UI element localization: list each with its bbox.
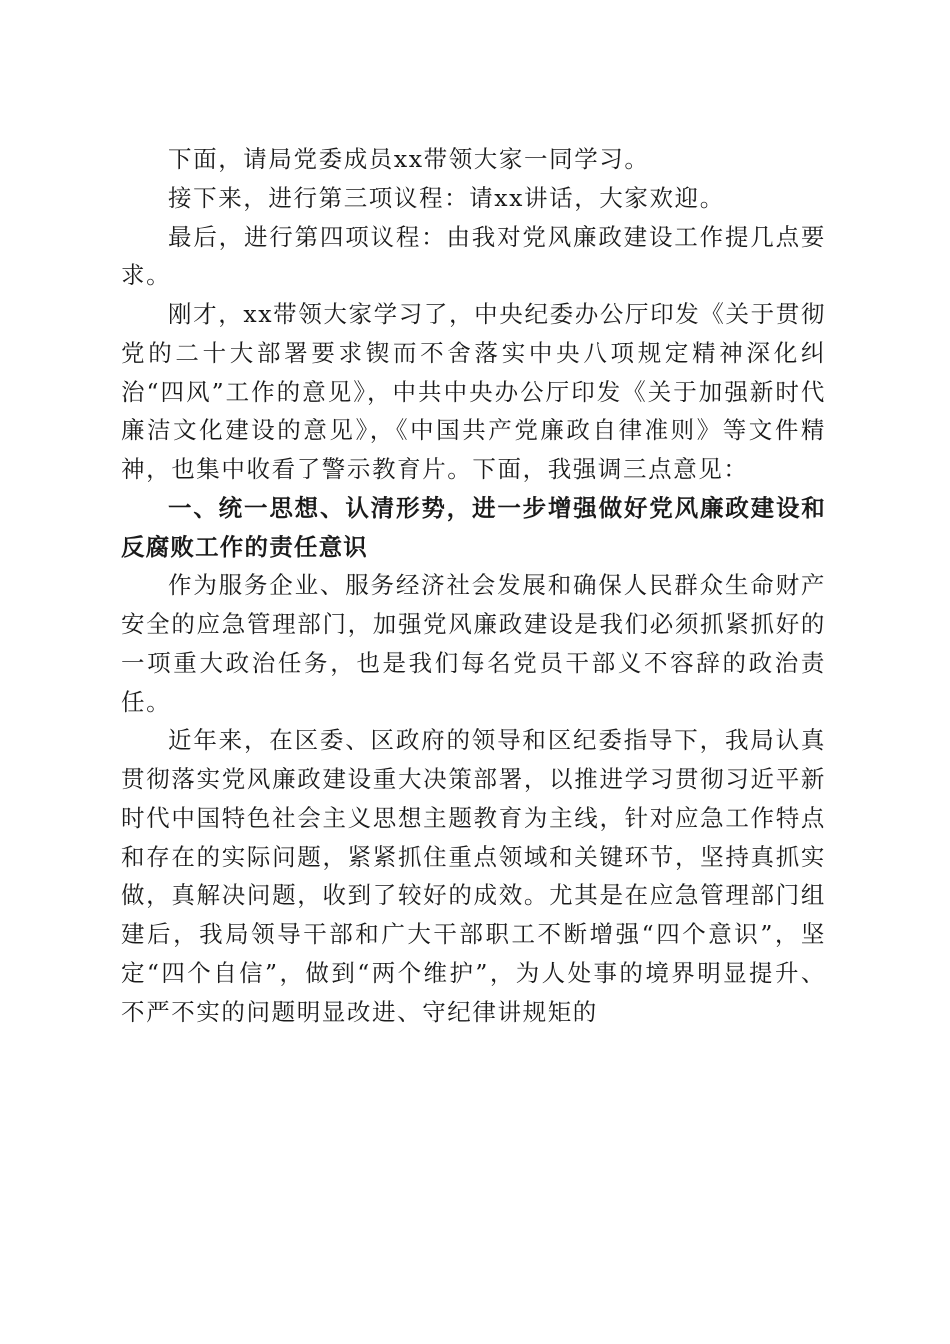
paragraph-agenda-four: 最后，进行第四项议程：由我对党风廉政建设工作提几点要求。 [121, 222, 826, 290]
paragraph-recent-years: 近年来，在区委、区政府的领导和区纪委指导下，我局认真贯彻落实党风廉政建设重大决策部署，以推进学习贯彻习近平新时代中国特色社会主义思想主题教育为主线，针对应急工作特点和存在的实际问题，紧紧抓住重点领域和关键环节，坚持真抓实做，真解决问题，收到了较好的成效。尤其是在应急管理部门组建后，我局领导干部和广大干部职工不断增强“四个意识”，坚定“四个自信”，做到“两个维护”，为人处事的境界明显提升、不严不实的问题明显改进、守纪律讲规矩的 [121, 726, 826, 1026]
section-heading-one: 一、统一思想、认清形势，进一步增强做好党风廉政建设和反腐败工作的责任意识 [121, 493, 826, 561]
document-body [121, 140, 826, 1031]
paragraph-study-summary: 刚才，xx带领大家学习了，中央纪委办公厅印发《关于贯彻党的二十大部署要求锲而不舍落实中央八项规定精神深化纠治“四风”工作的意见》，中共中央办公厅印发《关于加强新时代廉洁文化建设的意见》，《中国共产党廉政自律准则》等文件精神，也集中收看了警示教育片。下面，我强调三点意见： [121, 300, 826, 483]
paragraph-responsibility: 作为服务企业、服务经济社会发展和确保人民群众生命财产安全的应急管理部门，加强党风廉政建设是我们必须抓紧抓好的一项重大政治任务，也是我们每名党员干部义不容辞的政治责任。 [121, 571, 826, 716]
paragraph-study-intro: 下面，请局党委成员xx带领大家一同学习。 [168, 145, 650, 173]
paragraph-agenda-three: 接下来，进行第三项议程：请xx讲话，大家欢迎。 [168, 183, 725, 212]
